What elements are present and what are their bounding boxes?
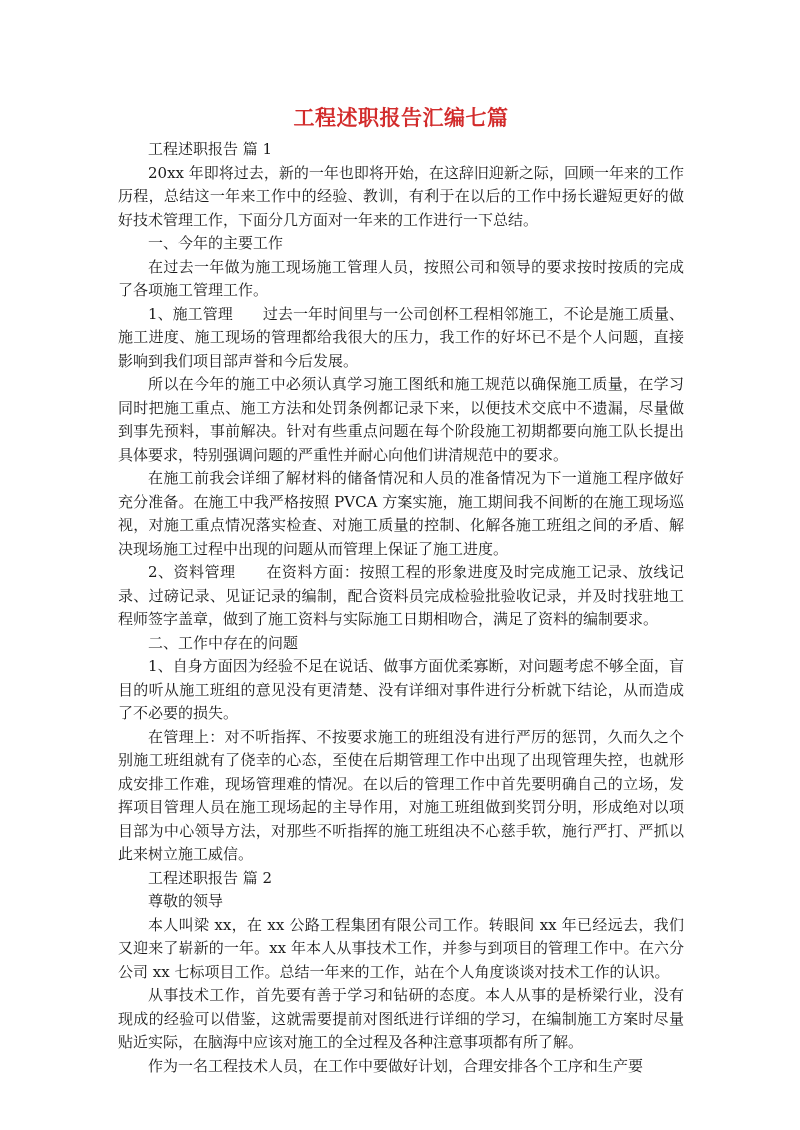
section-heading: 尊敬的领导 bbox=[148, 892, 224, 910]
paragraph: 2、资料管理 在资料方面：按照工程的形象进度及时完成施工记录、放线记录、过磅记录、见证记录的编制，配合资料员完成检验批验收记录，并及时找驻地工程师签字盖章，做到了施工资料与实际施工日期相吻合，满足了资料的编制要求。 bbox=[118, 563, 684, 628]
paragraph: 在施工前我会详细了解材料的储备情况和人员的准备情况为下一道施工程序做好充分准备。在施工中我严格按照 PVCA 方案实施，施工期间我不间断的在施工现场巡视，对施工重点情况落实检查、对施工质量的控制、化解各施工班组之间的矛盾、解决现场施工过程中出现的问题从而管理上保证了施工进度。 bbox=[118, 469, 684, 558]
paragraph: 所以在今年的施工中必须认真学习施工图纸和施工规范以确保施工质量，在学习同时把施工重点、施工方法和处罚条例都记录下来，以便技术交底中不遗漏，尽量做到事先预料，事前解决。针对有些重点问题在每个阶段施工初期都要向施工队长提出具体要求，特别强调问题的严重性并耐心向他们讲清规范中的要求。 bbox=[118, 375, 684, 464]
section-heading: 工程述职报告 篇 2 bbox=[148, 868, 273, 887]
paragraph: 20xx 年即将过去，新的一年也即将开始，在这辞旧迎新之际，回顾一年来的工作历程，总结这一年来工作中的经验、教训，有利于在以后的工作中扬长避短更好的做好技术管理工作，下面分几方面对一年来的工作进行一下总结。 bbox=[118, 163, 684, 229]
paragraph: 在管理上：对不听指挥、不按要求施工的班组没有进行严厉的惩罚，久而久之个别施工班组就有了侥幸的心态，至使在后期管理工作中出现了出现管理失控，也就形成安排工作难，现场管理难的情况。在以后的管理工作中首先要明确自己的立场，发挥项目管理人员在施工现场起的主导作用，对施工班组做到奖罚分明，形成绝对以项目部为中心领导方法，对那些不听指挥的施工班组决不心慈手软，施行严打、严抓以此来树立施工威信。 bbox=[118, 727, 684, 863]
document-page bbox=[118, 102, 684, 1078]
document-title: 工程述职报告汇编七篇 bbox=[293, 105, 509, 130]
paragraph: 本人叫梁 xx，在 xx 公路工程集团有限公司工作。转眼间 xx 年已经远去，我们又迎来了崭新的一年。xx 年本人从事技术工作，并参与到项目的管理工作中。在六分公司 xx 七标项目工作。总结一年来的工作，站在个人角度谈谈对技术工作的认识。 bbox=[118, 915, 684, 981]
paragraph: 1、施工管理 过去一年时间里与一公司创杯工程相邻施工，不论是施工质量、施工进度、施工现场的管理都给我很大的压力，我工作的好坏已不是个人问题，直接影响到我们项目部声誉和今后发展。 bbox=[118, 304, 684, 370]
section-heading: 工程述职报告 篇 1 bbox=[148, 140, 273, 158]
paragraph: 作为一名工程技术人员，在工作中要做好计划，合理安排各个工序和生产要 bbox=[148, 1056, 644, 1075]
paragraph: 在过去一年做为施工现场施工管理人员，按照公司和领导的要求按时按质的完成了各项施工管理工作。 bbox=[118, 257, 684, 299]
section-heading: 一、今年的主要工作 bbox=[148, 234, 284, 252]
document-body bbox=[118, 138, 684, 1078]
paragraph: 1、自身方面因为经验不足在说话、做事方面优柔寡断，对问题考虑不够全面，盲目的听从施工班组的意见没有更清楚、没有详细对事件进行分析就下结论，从而造成了不必要的损失。 bbox=[118, 657, 684, 722]
paragraph: 从事技术工作，首先要有善于学习和钻研的态度。本人从事的是桥梁行业，没有现成的经验可以借鉴，这就需要提前对图纸进行详细的学习，在编制施工方案时尽量贴近实际，在脑海中应该对施工的全过程及各种注意事项都有所了解。 bbox=[118, 986, 684, 1051]
section-heading: 二、工作中存在的问题 bbox=[148, 633, 299, 652]
